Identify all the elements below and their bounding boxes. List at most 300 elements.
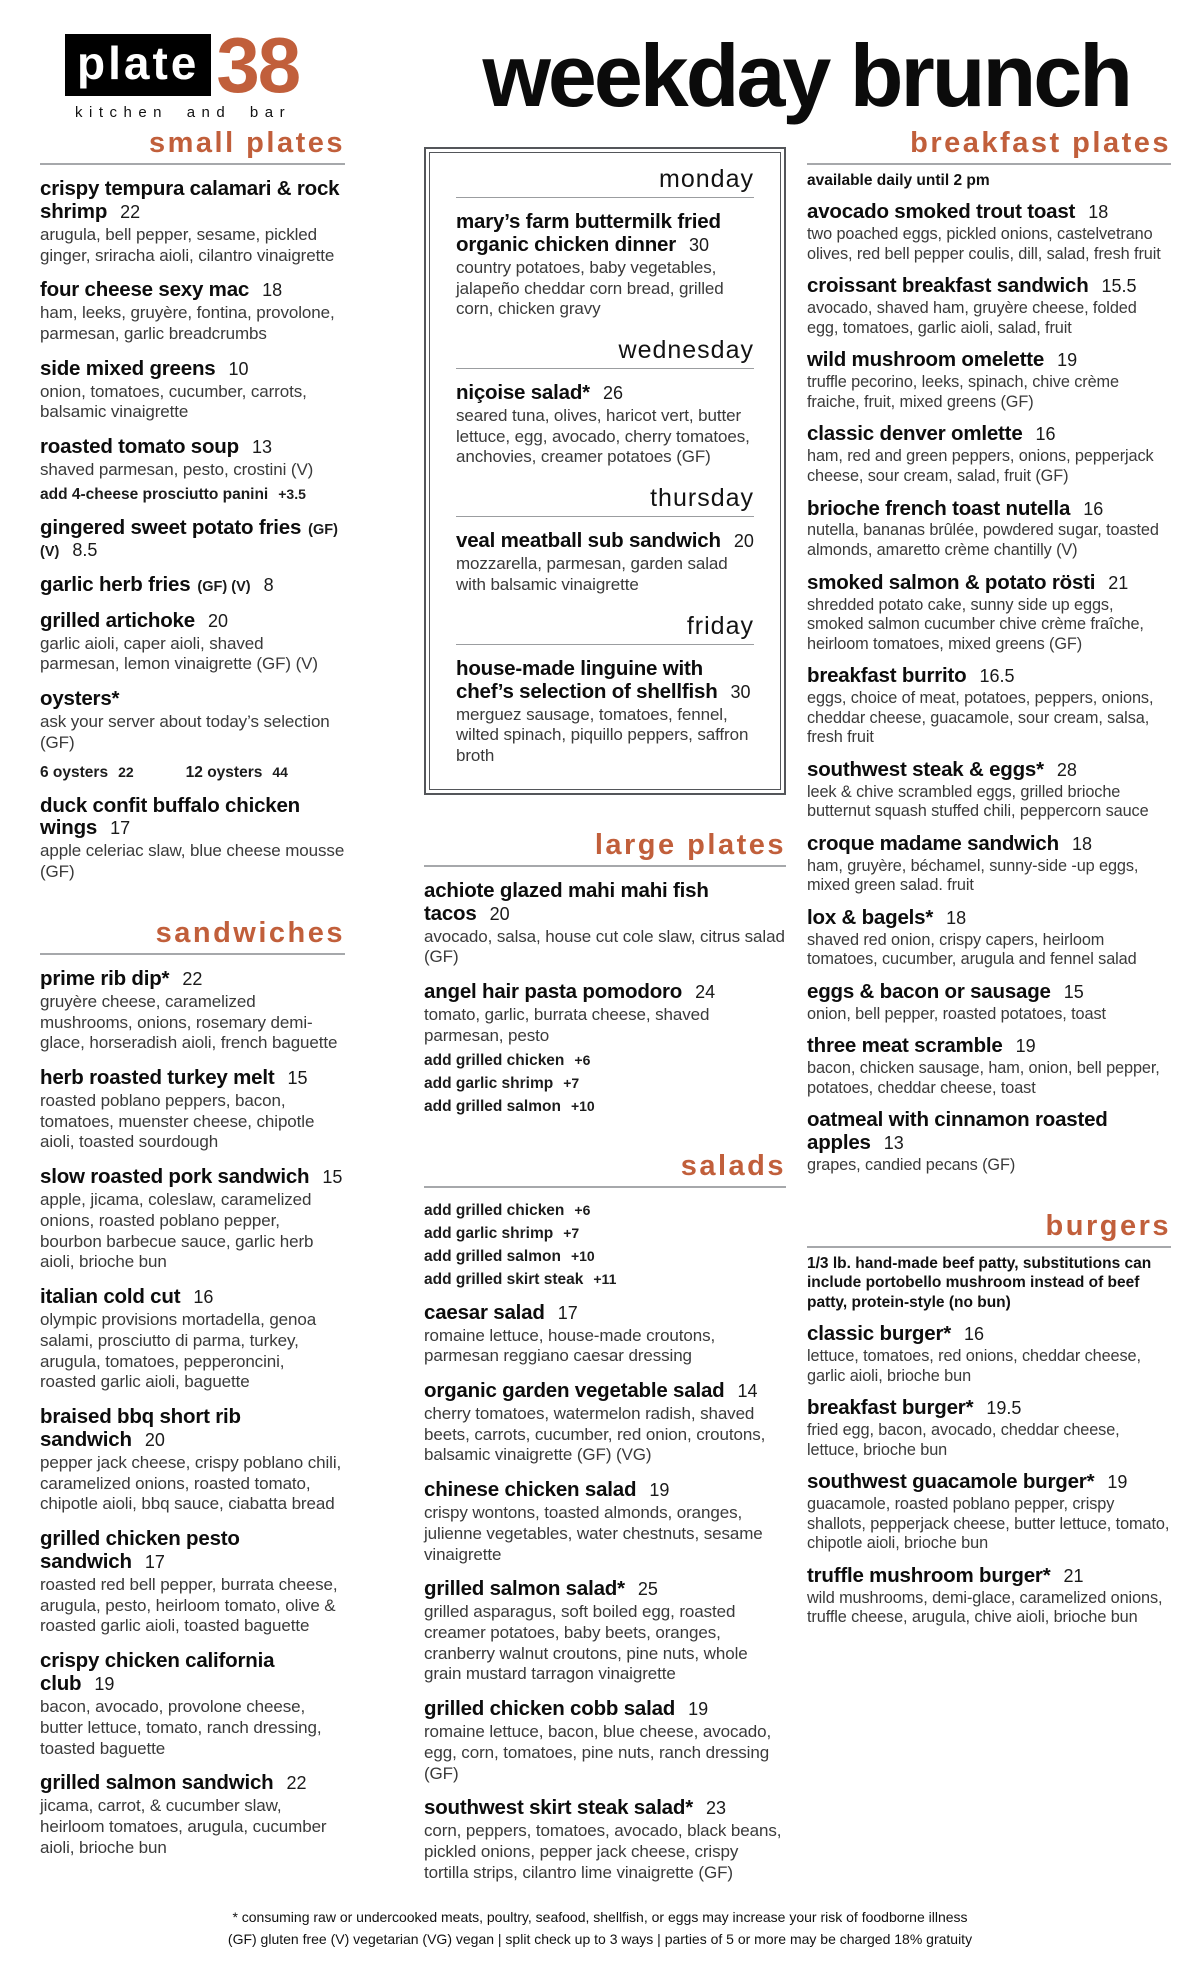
addon-price: +6 xyxy=(574,1201,591,1218)
item-addon xyxy=(424,1248,786,1266)
item-name: croissant breakfast sandwich xyxy=(807,274,1089,298)
salad-addons xyxy=(424,1202,786,1289)
item-price: 24 xyxy=(695,982,716,1003)
menu-item xyxy=(807,1397,1171,1460)
item-header xyxy=(456,658,754,704)
logo-wordmark: plate xyxy=(65,34,211,96)
restaurant-logo xyxy=(65,21,300,121)
item-addon xyxy=(424,1225,786,1243)
addon-price: +7 xyxy=(563,1224,580,1241)
item-description: avocado, salsa, house cut cole slaw, citrus salad (GF) xyxy=(424,926,785,967)
footer xyxy=(0,1907,1200,1950)
item-name: grilled salmon salad* xyxy=(424,1577,625,1601)
item-header xyxy=(40,610,345,633)
daily-specials-box xyxy=(424,147,786,795)
item-header xyxy=(424,1479,786,1502)
item-price: 17 xyxy=(110,818,131,839)
section-title: breakfast plates xyxy=(910,126,1171,159)
menu-item xyxy=(807,665,1171,748)
item-header xyxy=(40,358,345,381)
item-description: avocado, shaved ham, gruyère cheese, folded egg, tomatoes, garlic aioli, salad, fruit xyxy=(807,299,1137,337)
menu-item xyxy=(807,572,1171,655)
item-name: garlic herb fries xyxy=(40,572,191,596)
menu-item xyxy=(807,1323,1171,1386)
item-price: 20 xyxy=(207,610,228,631)
footer-disclaimer: * consuming raw or undercooked meats, poultry, seafood, shellfish, or eggs may increase your risk of foodborne illness xyxy=(232,1909,968,1926)
menu-item xyxy=(424,1698,786,1784)
menu-item xyxy=(40,1528,345,1637)
item-price: 25 xyxy=(637,1579,658,1600)
menu-item xyxy=(40,436,345,504)
item-name: southwest skirt steak salad* xyxy=(424,1796,693,1820)
footer-legend: (GF) gluten free (V) vegetarian (VG) vegan | split check up to 3 ways | parties of 5 or more may be charged 18% gratuity xyxy=(227,1931,973,1948)
menu-item xyxy=(456,530,754,595)
item-header xyxy=(807,759,1171,782)
item-price: 14 xyxy=(737,1380,758,1401)
item-header xyxy=(807,1323,1171,1346)
addon-label: add grilled chicken xyxy=(424,1201,565,1219)
item-name: classic denver omlette xyxy=(807,422,1023,446)
item-header xyxy=(424,880,786,926)
item-header xyxy=(807,981,1171,1004)
item-header xyxy=(807,1565,1171,1588)
item-description: romaine lettuce, bacon, blue cheese, avocado, egg, corn, tomatoes, pine nuts, ranch dressing (GF) xyxy=(424,1722,772,1783)
item-description: country potatoes, baby vegetables, jalapeño cheddar corn bread, grilled corn, chicken gravy xyxy=(456,257,724,319)
item-price: 17 xyxy=(144,1552,165,1573)
item-name: brioche french toast nutella xyxy=(807,496,1071,520)
menu-item xyxy=(40,358,345,423)
item-description: jicama, carrot, & cucumber slaw, heirloom tomatoes, arugula, cucumber aioli, brioche bun xyxy=(40,1796,327,1857)
item-description: nutella, bananas brûlée, powdered sugar, toasted almonds, amaretto crème chantilly (V) xyxy=(807,521,1159,560)
item-description: pepper jack cheese, crispy poblano chili, caramelized onions, roasted tomato, chipotle aioli, bbq sauce, ciabatta bread xyxy=(40,1452,342,1514)
item-header xyxy=(456,382,754,405)
addon-label: add grilled salmon xyxy=(424,1097,561,1115)
item-header xyxy=(40,574,345,597)
section-heading xyxy=(424,1150,786,1188)
item-price: 20 xyxy=(733,531,754,552)
item-header xyxy=(40,688,345,711)
item-header xyxy=(807,423,1171,446)
item-header xyxy=(807,349,1171,372)
item-name: grilled chicken cobb salad xyxy=(424,1697,676,1721)
item-price: 16 xyxy=(1083,498,1104,519)
day-special xyxy=(456,484,754,595)
middle-column xyxy=(424,127,786,1884)
item-header xyxy=(40,279,345,302)
item-addon xyxy=(424,1271,786,1289)
item-description: arugula, bell pepper, sesame, pickled ginger, sriracha aioli, cilantro vinaigrette xyxy=(40,224,335,265)
section-note: 1/3 lb. hand-made beef patty, substitutions can include portobello mushroom instead of beef patty, protein-style (no bun) xyxy=(807,1254,1152,1311)
item-price: 19.5 xyxy=(986,1398,1022,1419)
menu-item xyxy=(40,1166,345,1273)
menu-item xyxy=(807,759,1171,822)
menu-item xyxy=(424,1302,786,1367)
item-header xyxy=(424,1797,786,1820)
addon-label: add grilled salmon xyxy=(424,1247,561,1265)
item-header xyxy=(807,665,1171,688)
section-heading xyxy=(40,127,345,165)
item-price: 19 xyxy=(94,1674,115,1695)
section-heading xyxy=(807,1210,1171,1248)
menu-item xyxy=(424,1797,786,1883)
menu-item xyxy=(40,610,345,675)
item-price: 16 xyxy=(193,1287,214,1308)
item-name: avocado smoked trout toast xyxy=(807,200,1076,224)
item-header xyxy=(424,1302,786,1325)
menu-item xyxy=(40,1406,345,1515)
item-header xyxy=(424,1578,786,1601)
item-price: 30 xyxy=(689,234,710,255)
item-header xyxy=(807,275,1171,298)
item-description: tomato, garlic, burrata cheese, shaved parmesan, pesto xyxy=(424,1005,710,1045)
item-description: crispy wontons, toasted almonds, oranges, julienne vegetables, water chestnuts, sesame vinaigrette xyxy=(424,1503,763,1564)
item-price: 15 xyxy=(1063,981,1084,1002)
item-price: 19 xyxy=(1107,1472,1128,1493)
item-name: crispy chicken california club xyxy=(40,1649,275,1696)
section-heading xyxy=(424,829,786,867)
item-name: crispy tempura calamari & rock shrimp xyxy=(40,176,340,223)
item-price: 23 xyxy=(706,1798,727,1819)
item-name: slow roasted pork sandwich xyxy=(40,1165,310,1189)
item-description: apple, jicama, coleslaw, caramelized onions, roasted poblano pepper, bourbon barbecue sauce, garlic herb aioli, brioche bun xyxy=(40,1190,314,1272)
section-title: small plates xyxy=(148,126,345,159)
item-description: grapes, candied pecans (GF) xyxy=(807,1156,1016,1175)
item-name: grilled salmon sandwich xyxy=(40,1771,274,1795)
item-name: duck confit buffalo chicken wings xyxy=(40,793,300,840)
item-price: 22 xyxy=(286,1773,307,1794)
day-name: monday xyxy=(456,165,754,198)
menu-item xyxy=(424,1380,786,1466)
item-header xyxy=(424,1698,786,1721)
section-title: burgers xyxy=(1045,1209,1171,1242)
menu-item xyxy=(40,1772,345,1858)
item-price: 16.5 xyxy=(979,666,1015,687)
item-header xyxy=(40,1406,345,1452)
item-price: 19 xyxy=(688,1699,709,1720)
item-name: wild mushroom omelette xyxy=(807,348,1045,372)
item-description: eggs, choice of meat, potatoes, peppers, onions, cheddar cheese, guacamole, sour cream, salsa, fresh fruit xyxy=(807,689,1154,747)
item-diet-marks: (GF) (V) xyxy=(197,578,251,595)
item-header xyxy=(456,530,754,553)
size-price: 44 xyxy=(272,763,288,780)
addon-price: +6 xyxy=(574,1051,591,1068)
menu-item xyxy=(40,279,345,344)
menu-item xyxy=(40,1650,345,1759)
menu-item xyxy=(40,517,345,561)
item-header xyxy=(40,1528,345,1574)
item-header xyxy=(40,1067,345,1090)
item-price: 8.5 xyxy=(72,539,98,560)
item-description: roasted red bell pepper, burrata cheese, arugula, pesto, heirloom tomato, olive & roasted garlic aioli, toasted baguette xyxy=(40,1575,338,1636)
item-name: grilled chicken pesto sandwich xyxy=(40,1527,240,1574)
item-price: 15 xyxy=(322,1167,343,1188)
item-header xyxy=(807,1035,1171,1058)
item-price: 19 xyxy=(1057,350,1078,371)
item-description: onion, tomatoes, cucumber, carrots, balsamic vinaigrette xyxy=(40,381,307,422)
item-price: 20 xyxy=(144,1429,165,1450)
addon-label: add garlic shrimp xyxy=(424,1074,554,1092)
item-price: 26 xyxy=(602,383,623,404)
item-name: mary’s farm buttermilk fried organic chicken dinner xyxy=(456,209,721,256)
item-description: garlic aioli, caper aioli, shaved parmesan, lemon vinaigrette (GF) (V) xyxy=(40,633,318,674)
oyster-size-option xyxy=(40,764,134,782)
day-special xyxy=(456,612,754,767)
item-name: organic garden vegetable salad xyxy=(424,1378,725,1402)
item-price: 13 xyxy=(883,1133,904,1154)
item-name: house-made linguine with chef’s selection of shellfish xyxy=(456,656,718,703)
addon-price: +10 xyxy=(570,1247,595,1264)
item-header xyxy=(807,833,1171,856)
item-header xyxy=(40,436,345,459)
item-description: ham, red and green peppers, onions, pepperjack cheese, sour cream, salad, fruit (GF) xyxy=(807,447,1154,485)
addon-label: add 4-cheese prosciutto panini xyxy=(40,485,269,503)
item-header xyxy=(807,572,1171,595)
menu-item xyxy=(424,981,786,1115)
addon-label: add garlic shrimp xyxy=(424,1224,554,1242)
day-special xyxy=(456,336,754,468)
item-price: 18 xyxy=(1088,202,1109,223)
menu-item xyxy=(807,833,1171,896)
item-description: merguez sausage, tomatoes, fennel, wilted spinach, piquillo peppers, saffron broth xyxy=(456,704,749,766)
menu-item xyxy=(40,795,345,883)
item-description: bacon, chicken sausage, ham, onion, bell pepper, potatoes, cheddar cheese, toast xyxy=(807,1059,1160,1097)
item-header xyxy=(807,1109,1171,1155)
item-price: 30 xyxy=(730,681,751,702)
masthead xyxy=(0,0,1200,125)
item-description: mozzarella, parmesan, garden salad with balsamic vinaigrette xyxy=(456,554,728,594)
item-name: grilled artichoke xyxy=(40,608,195,632)
item-name: roasted tomato soup xyxy=(40,435,239,459)
item-name: side mixed greens xyxy=(40,356,216,380)
addon-label: add grilled chicken xyxy=(424,1051,565,1069)
item-price: 19 xyxy=(1015,1036,1036,1057)
day-special xyxy=(456,165,754,320)
section-heading xyxy=(40,917,345,955)
logo-number: 38 xyxy=(216,21,300,109)
section-small-plates xyxy=(40,127,345,883)
item-name: eggs & bacon or sausage xyxy=(807,979,1051,1003)
logo-row xyxy=(65,21,300,109)
item-description: leek & chive scrambled eggs, grilled brioche butternut squash stuffed chili, peppercorn sauce xyxy=(807,782,1149,821)
menu-item xyxy=(40,968,345,1054)
item-name: niçoise salad* xyxy=(456,381,590,405)
logo-tagline: kitchen and bar xyxy=(75,103,292,121)
item-header xyxy=(40,1650,345,1696)
item-header xyxy=(40,1286,345,1309)
menu-item xyxy=(807,349,1171,412)
menu-item xyxy=(424,880,786,968)
item-header xyxy=(40,1772,345,1795)
item-price: 15.5 xyxy=(1101,276,1137,297)
item-name: breakfast burger* xyxy=(807,1396,974,1420)
item-header xyxy=(807,201,1171,224)
item-price: 18 xyxy=(1071,833,1092,854)
item-name: angel hair pasta pomodoro xyxy=(424,980,683,1004)
section-title: salads xyxy=(680,1149,786,1182)
item-header xyxy=(40,517,345,561)
item-name: classic burger* xyxy=(807,1322,951,1346)
item-description: guacamole, roasted poblano pepper, crispy shallots, pepperjack cheese, butter lettuce, tomato, chipotle aioli, brioche bun xyxy=(807,1495,1170,1553)
item-price: 21 xyxy=(1108,572,1129,593)
item-price: 21 xyxy=(1063,1565,1084,1586)
section-breakfast-plates xyxy=(807,127,1171,1176)
menu-item xyxy=(40,178,345,266)
item-name: three meat scramble xyxy=(807,1034,1003,1058)
item-price: 28 xyxy=(1056,759,1077,780)
section-burgers xyxy=(807,1210,1171,1628)
item-name: four cheese sexy mac xyxy=(40,278,250,302)
item-description: shaved parmesan, pesto, crostini (V) xyxy=(40,460,314,480)
menu-item xyxy=(40,1067,345,1153)
menu-columns xyxy=(0,127,1200,1884)
item-name: achiote glazed mahi mahi fish tacos xyxy=(424,878,709,925)
item-description: cherry tomatoes, watermelon radish, shaved beets, carrots, cucumber, red onion, croutons, balsamic vinaigrette (GF) (VG) xyxy=(424,1403,766,1465)
item-description: apple celeriac slaw, blue cheese mousse (GF) xyxy=(40,841,345,882)
item-name: braised bbq short rib sandwich xyxy=(40,1404,241,1451)
section-title: large plates xyxy=(594,828,786,861)
daily-specials-inner xyxy=(429,152,781,790)
item-description: olympic provisions mortadella, genoa salami, prosciutto di parma, turkey, arugula, tomatoes, pepperoncini, roasted garlic aioli, baguette xyxy=(40,1310,317,1392)
item-name: southwest steak & eggs* xyxy=(807,757,1044,781)
item-description: gruyère cheese, caramelized mushrooms, onions, rosemary demi-glace, horseradish aioli, french baguette xyxy=(40,991,338,1053)
item-name: croque madame sandwich xyxy=(807,831,1059,855)
menu-item xyxy=(456,658,754,767)
item-header xyxy=(424,1380,786,1403)
item-name: italian cold cut xyxy=(40,1285,181,1309)
item-price: 15 xyxy=(287,1068,308,1089)
item-description: onion, bell pepper, roasted potatoes, toast xyxy=(807,1004,1106,1023)
item-addon xyxy=(424,1052,786,1070)
day-name: thursday xyxy=(456,484,754,517)
item-price: 22 xyxy=(120,201,141,222)
item-price: 16 xyxy=(964,1324,985,1345)
item-name: breakfast burrito xyxy=(807,664,967,688)
item-addon xyxy=(424,1075,786,1093)
item-diet-marks: (GF) (V) xyxy=(40,521,338,560)
item-header xyxy=(807,1397,1171,1420)
item-name: southwest guacamole burger* xyxy=(807,1470,1095,1494)
item-name: veal meatball sub sandwich xyxy=(456,529,721,553)
size-label: 12 oysters xyxy=(185,763,263,781)
item-price: 19 xyxy=(649,1480,670,1501)
item-addon xyxy=(424,1098,786,1116)
addon-label: add grilled skirt steak xyxy=(424,1270,584,1288)
section-salads xyxy=(424,1150,786,1884)
item-name: chinese chicken salad xyxy=(424,1478,637,1502)
day-name: wednesday xyxy=(456,336,754,369)
menu-item xyxy=(807,423,1171,486)
menu-item xyxy=(40,1286,345,1393)
item-description: corn, peppers, tomatoes, avocado, black beans, pickled onions, pepper jack cheese, crispy tortilla strips, cilantro lime vinaigrette (GF) xyxy=(424,1821,782,1882)
item-description: truffle pecorino, leeks, spinach, chive crème fraiche, fruit, mixed greens (GF) xyxy=(807,373,1119,411)
item-description: shredded potato cake, sunny side up eggs, smoked salmon cucumber chive crème fraîche, heirloom tomatoes, mixed greens (GF) xyxy=(807,595,1144,653)
item-price: 18 xyxy=(262,280,283,301)
section-heading xyxy=(807,127,1171,165)
addon-price: +3.5 xyxy=(278,485,306,502)
day-name: friday xyxy=(456,612,754,645)
menu-item xyxy=(807,1565,1171,1628)
item-name: truffle mushroom burger* xyxy=(807,1563,1051,1587)
menu-item xyxy=(807,1035,1171,1098)
item-price: 16 xyxy=(1035,424,1056,445)
section-sandwiches xyxy=(40,917,345,1859)
item-name: lox & bagels* xyxy=(807,905,934,929)
item-name: oysters* xyxy=(40,687,120,711)
menu-item xyxy=(456,382,754,468)
item-name: smoked salmon & potato rösti xyxy=(807,570,1096,594)
menu-item xyxy=(40,574,345,597)
item-header xyxy=(456,211,754,257)
item-name: oatmeal with cinnamon roasted apples xyxy=(807,1108,1108,1155)
item-description: seared tuna, olives, haricot vert, butter lettuce, egg, avocado, cherry tomatoes, anchovies, creamer potatoes (GF) xyxy=(456,406,750,467)
item-header xyxy=(424,981,786,1004)
item-header xyxy=(40,178,345,224)
item-description: romaine lettuce, house-made croutons, parmesan reggiano caesar dressing xyxy=(424,1325,716,1366)
item-description: ask your server about today’s selection (GF) xyxy=(40,712,330,752)
menu-item xyxy=(456,211,754,320)
item-description: grilled asparagus, soft boiled egg, roasted creamer potatoes, baby beets, oranges, cranberry walnut croutons, pine nuts, whole grain mustard tarragon vinaigrette xyxy=(424,1602,748,1684)
item-header xyxy=(40,968,345,991)
menu-item xyxy=(807,907,1171,970)
menu-item xyxy=(807,981,1171,1025)
item-name: caesar salad xyxy=(424,1300,545,1324)
item-name: gingered sweet potato fries xyxy=(40,515,302,539)
item-name: prime rib dip* xyxy=(40,966,170,990)
item-description: lettuce, tomatoes, red onions, cheddar cheese, garlic aioli, brioche bun xyxy=(807,1346,1141,1385)
menu-item xyxy=(807,1109,1171,1175)
item-description: shaved red onion, crispy capers, heirloom tomatoes, cucumber, arugula and fennel salad xyxy=(807,930,1137,969)
size-label: 6 oysters xyxy=(40,763,109,781)
addon-price: +7 xyxy=(563,1074,580,1091)
item-header xyxy=(807,907,1171,930)
item-price: 18 xyxy=(946,907,967,928)
item-addon xyxy=(424,1202,786,1220)
menu-item xyxy=(424,1479,786,1565)
addon-price: +11 xyxy=(593,1270,617,1287)
section-note: available daily until 2 pm xyxy=(807,171,990,189)
item-header xyxy=(807,498,1171,521)
item-price: 17 xyxy=(557,1302,578,1323)
item-description: wild mushrooms, demi-glace, caramelized onions, truffle cheese, arugula, chive aioli, brioche bun xyxy=(807,1588,1163,1627)
item-price: 20 xyxy=(489,903,510,924)
page-title: weekday brunch xyxy=(482,26,1130,125)
item-price: 10 xyxy=(228,358,249,379)
oyster-size-option xyxy=(186,764,288,782)
item-description: fried egg, bacon, avocado, cheddar cheese, lettuce, brioche bun xyxy=(807,1421,1120,1459)
left-column xyxy=(40,127,345,1884)
item-addon xyxy=(40,486,345,504)
item-description: roasted poblano peppers, bacon, tomatoes, muenster cheese, chipotle aioli, toasted sourdough xyxy=(40,1091,315,1152)
addon-price: +10 xyxy=(570,1097,595,1114)
menu-item xyxy=(807,275,1171,338)
menu-item xyxy=(807,498,1171,561)
item-header xyxy=(40,1166,345,1189)
item-price: 13 xyxy=(251,437,272,458)
item-price: 22 xyxy=(182,968,203,989)
item-price: 8 xyxy=(263,574,274,595)
item-name: herb roasted turkey melt xyxy=(40,1066,275,1090)
item-description: bacon, avocado, provolone cheese, butter lettuce, tomato, ranch dressing, toasted baguette xyxy=(40,1697,322,1758)
item-description: ham, gruyère, béchamel, sunny-side -up eggs, mixed green salad. fruit xyxy=(807,856,1139,895)
right-column xyxy=(807,127,1171,1884)
section-large-plates xyxy=(424,829,786,1116)
oyster-sizes xyxy=(40,759,345,782)
section-title: sandwiches xyxy=(155,916,345,949)
menu-item xyxy=(807,1471,1171,1554)
item-description: ham, leeks, gruyère, fontina, provolone, parmesan, garlic breadcrumbs xyxy=(40,303,335,344)
item-header xyxy=(807,1471,1171,1494)
menu-item xyxy=(424,1578,786,1685)
